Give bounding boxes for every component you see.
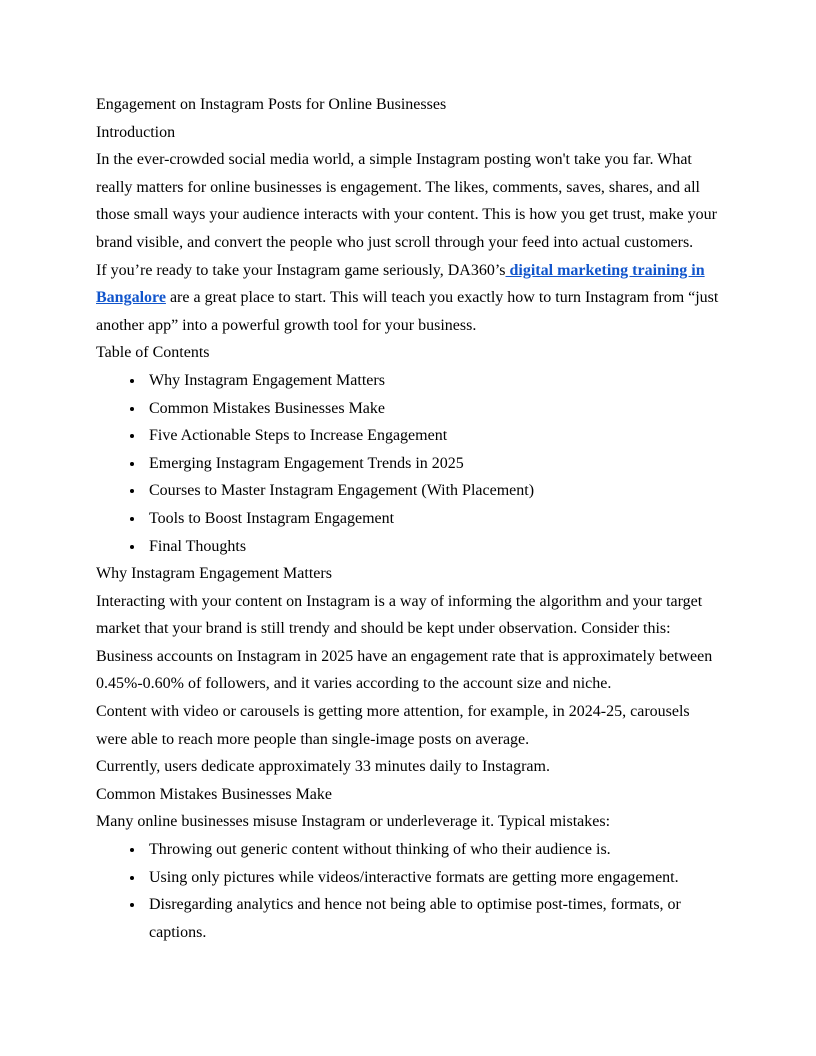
mistake-item: • Using only pictures while videos/interactive formats are getting more engagement. [145,864,720,892]
toc-item: • Courses to Master Instagram Engagement (With Placement) [145,477,720,505]
mistake-item: • Throwing out generic content without thinking of who their audience is. [145,836,720,864]
mistakes-list [96,836,720,946]
intro-paragraph-1: In the ever-crowded social media world, a simple Instagram posting won't take you far. What really matters for online businesses is engagement. The likes, comments, saves, shares, and all those small ways your audience interacts with your content. This is how you get trust, make your brand visible, and convert the people who just scroll through your feed into actual customers. [96,151,717,251]
toc-list [96,367,720,560]
intro-paragraph-2 [96,257,720,340]
toc-item: • Tools to Boost Instagram Engagement [145,505,720,533]
mistake-item: • Disregarding analytics and hence not being able to optimise post-times, formats, or captions. [145,891,720,946]
section-heading-common-mistakes: Common Mistakes Businesses Make [96,785,332,803]
document-title: Engagement on Instagram Posts for Online Businesses [96,96,447,113]
intro-paragraph-2-after-link: are a great place to start. This will teach you exactly how to turn Instagram from “just another app” into a powerful growth tool for your business. [96,289,719,334]
toc-heading: Table of Contents [96,344,210,362]
intro-paragraph-2-before-link: If you’re ready to take your Instagram game seriously, DA360’s [96,261,506,279]
toc-item: • Common Mistakes Businesses Make [145,395,720,423]
toc-item: • Why Instagram Engagement Matters [145,367,720,395]
toc-item: • Final Thoughts [145,533,720,561]
link-digital-marketing-training-in-bangalore[interactable]: digital marketing training in Bangalore [96,261,705,307]
why-paragraph-4: Currently, users dedicate approximately 33 minutes daily to Instagram. [96,758,550,776]
mistakes-paragraph-1: Many online businesses misuse Instagram or underleverage it. Typical mistakes: [96,813,611,831]
toc-item: • Emerging Instagram Engagement Trends in 2025 [145,450,720,478]
toc-item: • Five Actionable Steps to Increase Engagement [145,422,720,450]
why-paragraph-1: Interacting with your content on Instagram is a way of informing the algorithm and your target market that your brand is still trendy and should be kept under observation. Consider this: [96,592,703,638]
section-heading-introduction: Introduction [96,123,176,141]
why-paragraph-3: Content with video or carousels is getting more attention, for example, in 2024-25, carousels were able to reach more people than single-image posts on average. [96,703,690,748]
why-paragraph-2: Business accounts on Instagram in 2025 have an engagement rate that is approximately between 0.45%-0.60% of followers, and it varies according to the account size and niche. [96,647,713,693]
section-heading-why-engagement-matters: Why Instagram Engagement Matters [96,565,332,583]
